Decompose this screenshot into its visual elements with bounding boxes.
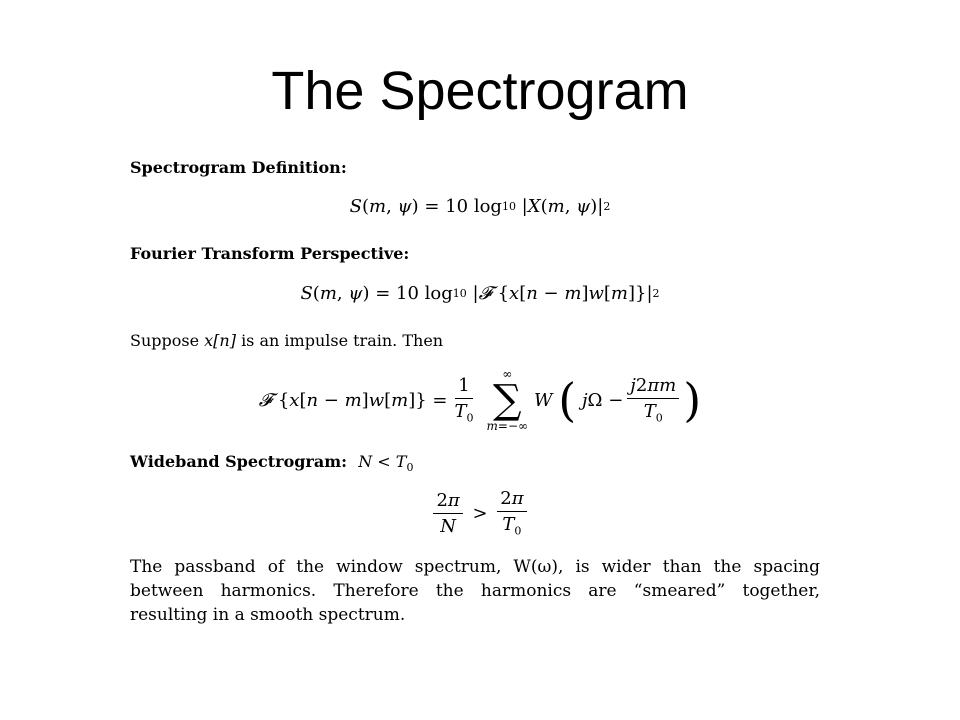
spectrogram-definition-equation: S ( m , ψ ) = 10 log 10 | X ( m , ψ )| 2 (349, 196, 611, 217)
definition-heading: Spectrogram Definition: (130, 158, 347, 177)
wideband-description: The passband of the window spectrum, W(ω), is wider than the spacing between harmonics. Therefore the harmonics are “smeared” together, resulting in a smooth spectrum. (130, 557, 820, 625)
fourier-heading: Fourier Transform Perspective: (130, 244, 410, 263)
slide-title: The Spectrogram (271, 61, 689, 121)
impulse-train-equation: 𝓕 { x [ n − m ] w [ m ]} = $\frac{1}{T_0}$ ∞ ∑ m=−∞ W ( j Ω − $\frac{j2\pi m}{T_0}$ ) (258, 367, 702, 433)
fourier-equation: S ( m , ψ ) = 10 log 10 | 𝓕 { x [ n − m ] w [ m ]}| 2 (300, 283, 660, 304)
wideband-heading: Wideband Spectrogram: $N < T_0$ (130, 452, 414, 475)
impulse-train-sentence: Suppose x[n] is an impulse train. Then (130, 331, 444, 350)
wideband-inequality: $\frac{2\pi}{N}$ > $\frac{2\pi}{T_0}$ (130, 488, 830, 538)
